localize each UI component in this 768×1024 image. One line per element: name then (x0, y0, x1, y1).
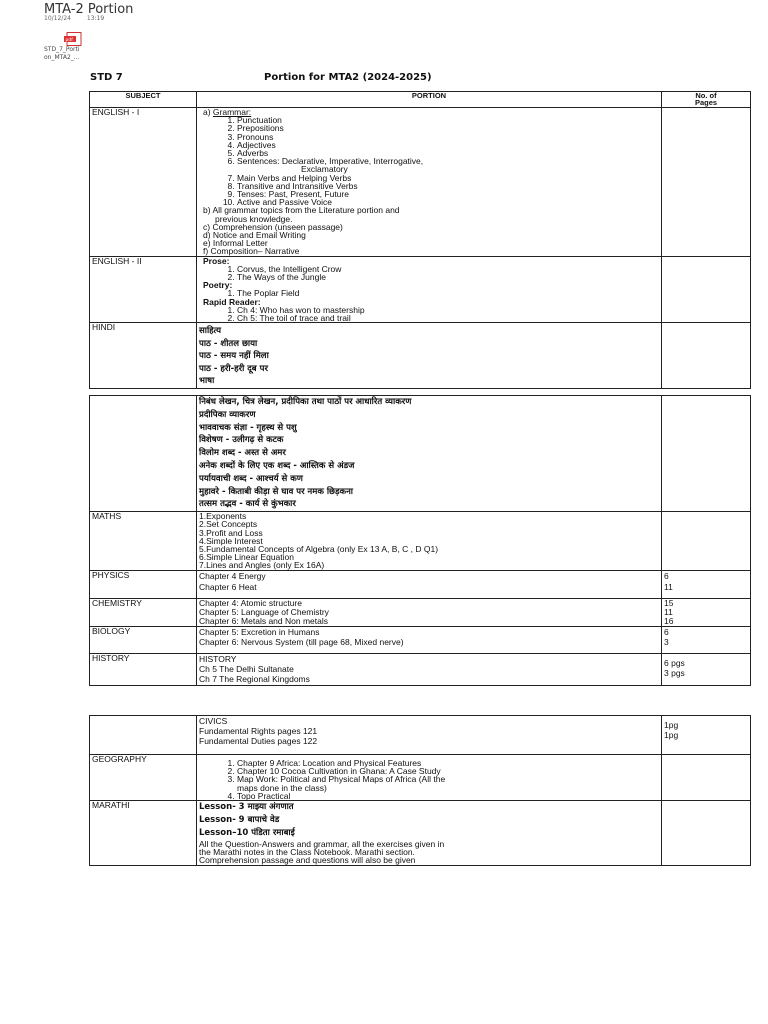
prose-heading: Prose: (203, 255, 230, 266)
row-english-1 (90, 108, 751, 257)
pages-cell (662, 755, 751, 801)
chemistry-pages: 11 (664, 606, 673, 617)
portion-cell: CIVICS Fundamental Rights pages 121 Fundamental Duties pages 122 (197, 716, 662, 755)
pages-cell (662, 801, 751, 866)
std-label: STD 7 (90, 72, 123, 83)
hindi-grammar-line: अनेक शब्दों के लिए एक शब्द - आस्तिक से अंडज (199, 460, 355, 471)
col-subject: SUBJECT (90, 92, 197, 108)
marathi-lesson (199, 814, 659, 827)
hindi-grammar-line: पर्यायवाची शब्द - आश्चर्य से कण (199, 473, 303, 484)
lesson-number: Lesson- 9 (199, 815, 248, 826)
geography-item-text: Chapter 9 Africa: Location and Physical Features (237, 758, 422, 768)
marathi-lesson (199, 801, 659, 814)
grammar-item-text: Punctuation (237, 115, 282, 126)
portion-cell (197, 801, 662, 866)
portion-cell (197, 323, 662, 389)
subject-cell: MATHS (90, 512, 197, 570)
lesson-number: Lesson- 3 (199, 802, 248, 813)
civics-pages: 1pg (664, 730, 679, 740)
row-geography (90, 755, 751, 801)
hindi-line: पाठ - हरी-हरी दूब पर (199, 363, 268, 374)
maths-list (199, 512, 659, 569)
row-hindi (90, 323, 751, 389)
history-topic: Ch 7 The Regional Kingdoms (199, 673, 310, 684)
row-history (90, 653, 751, 685)
grammar-item-cont: Exclamatory (301, 164, 348, 175)
biology-pages: 6 (664, 626, 669, 637)
row-biology (90, 626, 751, 653)
portion-cell (197, 755, 662, 801)
maths-item: 7.Lines and Angles (only Ex 16A) (199, 560, 325, 571)
marathi-note: All the Question-Answers and grammar, all the exercises given in the Marathi notes in the Class Notebook. Marathi section. Comprehension passage and questions will also be given (199, 839, 445, 866)
grammar-item (237, 133, 659, 141)
grammar-item-text: Pronouns (237, 131, 274, 142)
maths-item: 2.Set Concepts (199, 519, 258, 530)
portion-cell (197, 626, 662, 653)
row-marathi (90, 801, 751, 866)
subject-cell (90, 716, 197, 755)
grammar-item-text: Active and Passive Voice (237, 197, 332, 208)
portion-cell (197, 108, 662, 257)
hindi-list (199, 323, 659, 388)
chemistry-pages: 15 (664, 597, 674, 608)
pages-cell (662, 598, 751, 626)
pages-cell (662, 716, 751, 755)
pages-cell (662, 512, 751, 570)
subject-cell: ENGLISH - I (90, 108, 197, 257)
marathi-lessons (199, 801, 659, 840)
pdf-file-icon[interactable] (64, 31, 84, 45)
grammar-item (237, 124, 659, 132)
subject-cell: BIOLOGY (90, 626, 197, 653)
hindi-grammar-line: प्रदीपिका व्याकरण (199, 409, 256, 420)
row-civics (90, 716, 751, 755)
prose-item: 2. The Ways of the Jungle (237, 273, 659, 281)
geography-list (199, 755, 659, 800)
maths-item: 1.Exponents (199, 511, 247, 522)
history-topics (199, 664, 659, 684)
grammar-item-text: Transitive and Intransitive Verbs (237, 180, 358, 191)
lesson-title: माझ्या अंगणात (247, 802, 294, 813)
grammar-item-text: Tenses: Past, Present, Future (237, 189, 349, 200)
geography-item (237, 775, 659, 791)
portion-line: b) All grammar topics from the Literature portion and previous knowledge. c) Comprehension (unseen passage) d) Notice and Email Writing e) Informal Letter f) Composition– Narrative (203, 205, 400, 257)
col-portion: PORTION (197, 92, 662, 108)
hindi-grammar-line: विशेषण - उलीगढ़ से कटक (199, 435, 284, 446)
biology-topic: Chapter 6: Nervous System (till page 68, Mixed nerve) (199, 636, 404, 647)
subject-cell (90, 396, 197, 512)
grammar-item (237, 141, 659, 149)
maths-item: 4.Simple Interest (199, 535, 263, 546)
poetry-heading: Poetry: (203, 280, 233, 291)
lesson-number: Lesson–10 (199, 828, 252, 839)
pages-cell (662, 323, 751, 389)
portion-cell (197, 396, 662, 512)
col-pages: No. of Pages (662, 92, 751, 108)
row-chemistry (90, 598, 751, 626)
hindi-grammar-line: तत्सम तद्भव - कार्य से कुंभकार (199, 499, 296, 510)
portion-cell (197, 570, 662, 598)
grammar-item-text: Adjectives (237, 139, 276, 150)
hindi-grammar-line: मुहावरे - किताबी कीड़ा से घाव पर नमक छिड़कना (199, 486, 353, 497)
civics-topic: Fundamental Duties pages 122 (199, 736, 318, 746)
grammar-item-text: Adverbs (237, 148, 269, 159)
grammar-item (237, 157, 659, 173)
rapid-reader-list (199, 306, 659, 322)
pages-cell (662, 256, 751, 323)
pages-cell (662, 108, 751, 257)
prose-item: 1. Corvus, the Intelligent Crow (237, 265, 659, 273)
history-topic: Ch 5 The Delhi Sultanate (199, 663, 294, 674)
civics-topics (199, 726, 659, 746)
hindi-grammar-line: विलोम शब्द - अस्त से अमर (199, 448, 286, 459)
grammar-item (237, 116, 659, 124)
lesson-title: बापाचे वेड (247, 815, 280, 826)
history-pages: 6 pgs (664, 657, 685, 668)
civics-pages: 1pg (664, 720, 679, 730)
document-date: 10/12/24 (44, 15, 71, 22)
portion-cell (197, 256, 662, 323)
document-title: MTA-2 Portion (44, 2, 134, 17)
hindi-line: पाठ - समय नहीं मिला (199, 351, 269, 362)
grammar-heading: a) Grammar: (203, 107, 252, 117)
row-physics (90, 570, 751, 598)
subject-cell: ENGLISH - II (90, 256, 197, 323)
rapid-reader-heading: Rapid Reader: (203, 296, 261, 307)
rapid-reader-item: 1. Ch 4: Who has won to mastership (237, 306, 659, 314)
row-maths (90, 512, 751, 570)
subject-cell: HINDI (90, 323, 197, 389)
portion-table-part-2 (89, 395, 751, 686)
chemistry-topic: Chapter 6: Metals and Non metals (199, 615, 328, 626)
pages-cell (662, 570, 751, 598)
maths-item: 6.Simple Linear Equation (199, 552, 294, 563)
row-hindi-grammar (90, 396, 751, 512)
geography-item-text: Topo Practical (237, 790, 291, 801)
portion-table-part-3 (89, 715, 751, 866)
chemistry-topic: Chapter 4: Atomic structure (199, 597, 302, 608)
chemistry-topic: Chapter 5: Language of Chemistry (199, 606, 329, 617)
portion-cell (197, 512, 662, 570)
physics-topic: Chapter 4 Energy (199, 570, 266, 581)
subject-cell: HISTORY (90, 653, 197, 685)
row-english-2 (90, 256, 751, 323)
pages-cell (662, 396, 751, 512)
hindi-line: भाषा (199, 376, 215, 387)
subject-cell: GEOGRAPHY (90, 755, 197, 801)
hindi-line: पाठ - शीतल छाया (199, 338, 258, 349)
attachment-filename[interactable]: STD_7_Porti on_MTA2_... (44, 46, 80, 61)
hindi-grammar-line: निबंध लेखन, चित्र लेखन, प्रदीपिका तथा पाठों पर आधारित व्याकरण (199, 397, 412, 407)
physics-topic: Chapter 6 Heat (199, 581, 257, 592)
lesson-title: पंडिता रमाबाई (251, 828, 295, 839)
grammar-item-text: Prepositions (237, 123, 284, 134)
geography-item-text: Chapter 10 Cocoa Cultivation in Ghana: A Case Study (237, 766, 441, 777)
subject-cell: CHEMISTRY (90, 598, 197, 626)
document-time: 13:19 (86, 15, 105, 22)
grammar-item-text: Main Verbs and Helping Verbs (237, 172, 352, 183)
portion-cell: HISTORY Ch 5 The Delhi Sultanate Ch 7 The Regional Kingdoms (197, 653, 662, 685)
hindi-line: साहित्य (199, 326, 222, 337)
geography-item (237, 792, 659, 800)
grammar-list (199, 116, 659, 206)
maths-item: 5.Fundamental Concepts of Algebra (only Ex 13 A, B, C , D Q1) (199, 543, 439, 554)
physics-pages: 6 (664, 570, 669, 581)
physics-pages: 11 (664, 581, 673, 592)
maths-item: 3.Profit and Loss (199, 527, 263, 538)
poetry-item: 1. The Poplar Field (237, 289, 659, 297)
subject-cell: PHYSICS (90, 570, 197, 598)
civics-topic: Fundamental Rights pages 121 (199, 726, 318, 736)
grammar-item-text: Sentences: Declarative, Imperative, Interrogative, (237, 156, 424, 167)
portion-title: Portion for MTA2 (2024-2025) (264, 72, 432, 83)
poetry-list (199, 289, 659, 297)
geography-item-text: Map Work: Political and Physical Maps of Africa (All the (237, 774, 446, 785)
portion-cell (197, 598, 662, 626)
document-timestamp (44, 15, 118, 22)
prose-list (199, 265, 659, 281)
biology-pages: 3 (664, 636, 669, 647)
hindi-grammar-list (199, 396, 659, 511)
rapid-reader-item: 2. Ch 5: The toil of trace and trail (237, 314, 659, 322)
svg-text:pdf: pdf (65, 37, 73, 43)
subject-cell: MARATHI (90, 801, 197, 866)
chemistry-pages: 16 (664, 615, 674, 626)
biology-topic: Chapter 5: Excretion in Humans (199, 626, 320, 637)
portion-table-part-1 (89, 91, 751, 389)
hindi-grammar-line: भाववाचक संज्ञा - गृहस्थ से पशु (199, 422, 297, 433)
geography-item-cont: maps done in the class) (237, 782, 327, 793)
table-header-row (90, 92, 751, 108)
history-pages: 3 pgs (664, 667, 685, 678)
pages-cell (662, 653, 751, 685)
pages-cell (662, 626, 751, 653)
